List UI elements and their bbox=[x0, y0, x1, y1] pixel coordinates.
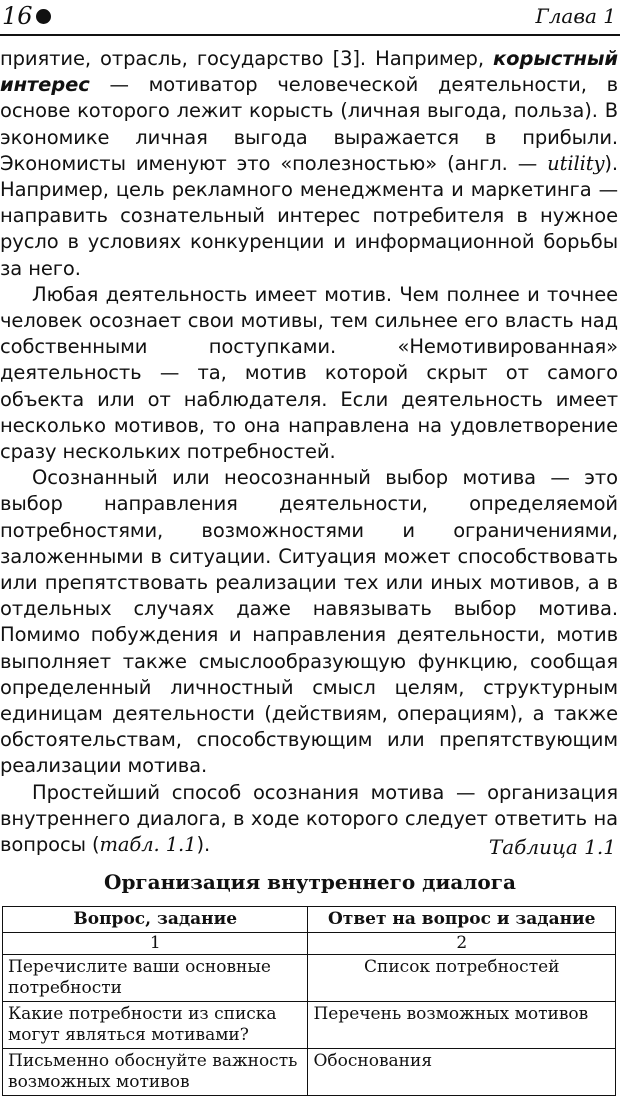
column-number: 2 bbox=[308, 933, 616, 955]
text-run: Осознанный или неосознанный выбор мотива — это выбор направления деятельности, определяемой потребностями, возможностями и ограничениями, заложенными в ситуации. Ситуация может способствовать или препятствовать реализации тех или иных мотивов, а в отдельных случаях даже навязывать выбор мотива. Помимо побуждения и направления деятельности, мотив выполняет также смыслообразующую функцию, сообщая определенный личностный смысл целям, структурным единицам деятельности (действиям, операциям), а также обстоятельствам, способствующим или препятствующим реализации мотива. bbox=[0, 466, 618, 778]
bullet-icon bbox=[36, 9, 51, 24]
text-run: — мотиватор человеческой деятельности, в основе которого лежит корысть (личная выгода, польза). В экономике личная выгода выражается в прибыли. Экономисты именуют это «полезностью» (англ. — bbox=[0, 73, 618, 175]
table-number-row bbox=[3, 933, 616, 955]
body-text bbox=[0, 46, 618, 858]
table-header-answer: Ответ на вопрос и задание bbox=[308, 907, 616, 933]
question-cell: Письменно обоснуйте важность возможных мотивов bbox=[3, 1049, 308, 1096]
answer-cell: Обоснования bbox=[308, 1049, 616, 1096]
dialog-table bbox=[2, 906, 616, 1096]
question-cell: Перечислите ваши основные потребности bbox=[3, 955, 308, 1002]
paragraph bbox=[0, 465, 618, 779]
text-run: ). Например, цель рекламного менеджмента и маркетинга — направить сознательный интерес потребителя в нужное русло в условиях конкуренции и информационной борьбы за него. bbox=[0, 151, 618, 280]
italic-text: utility bbox=[547, 151, 605, 175]
text-run: ). bbox=[196, 833, 211, 857]
answer-cell: Перечень возможных мотивов bbox=[308, 1002, 616, 1049]
term-highlight: корыстный интерес bbox=[0, 47, 618, 97]
column-number: 1 bbox=[3, 933, 308, 955]
table-title: Организация внутреннего диалога bbox=[104, 870, 516, 894]
table-header-row bbox=[3, 907, 616, 933]
paragraph bbox=[0, 282, 618, 465]
table-row bbox=[3, 1049, 616, 1096]
answer-cell: Список потребностей bbox=[308, 955, 616, 1002]
text-run: Простейший способ осознания мотива — организация внутреннего диалога, в ходе которого следует ответить на вопросы ( bbox=[0, 780, 618, 857]
text-run: Любая деятельность имеет мотив. Чем полнее и точнее человек осознает свои мотивы, тем сильнее его власть над собственными поступками. «Немотивированная» деятельность — та, мотив которой скрыт от самого объекта или от наблюдателя. Если деятельность имеет несколько мотивов, то она направлена на удовлетворение сразу нескольких потребностей. bbox=[0, 282, 618, 464]
paragraph bbox=[0, 46, 618, 282]
table-row bbox=[3, 1002, 616, 1049]
table-header-question: Вопрос, задание bbox=[3, 907, 308, 933]
question-cell: Какие потребности из списка могут являться мотивами? bbox=[3, 1002, 308, 1049]
chapter-label: Глава 1 bbox=[535, 4, 616, 28]
table-row bbox=[3, 955, 616, 1002]
italic-text: табл. 1.1 bbox=[99, 833, 197, 857]
table-label: Таблица 1.1 bbox=[488, 835, 616, 859]
page-number: 16 bbox=[2, 2, 33, 30]
text-run: приятие, отрасль, государство [3]. Например, bbox=[0, 47, 494, 70]
page-header bbox=[0, 0, 620, 36]
